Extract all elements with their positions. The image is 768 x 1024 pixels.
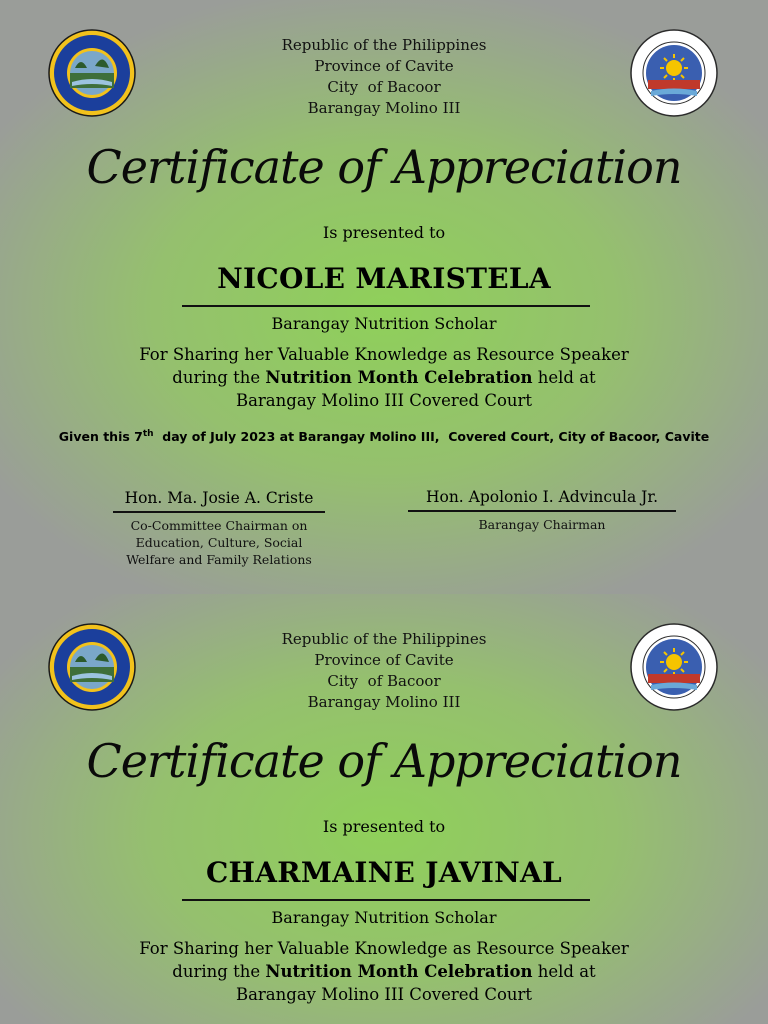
header-line-barangay: Barangay Molino III xyxy=(307,693,461,711)
certificate-title: Certificate of Appreciation xyxy=(86,734,682,788)
certificate-2 xyxy=(0,594,768,1024)
citation-line-3: Barangay Molino III Covered Court xyxy=(235,985,533,1004)
citation-line-2-pre: during the xyxy=(172,368,266,387)
certificate-title: Certificate of Appreciation xyxy=(86,140,682,194)
event-name: Nutrition Month Celebration xyxy=(265,962,533,981)
citation-line-2-pre: during the xyxy=(172,962,266,981)
citation-line-3: Barangay Molino III Covered Court xyxy=(235,391,533,410)
presented-label: Is presented to xyxy=(322,223,446,242)
signatory-1-title-line-1: Co-Committee Chairman on xyxy=(130,518,308,533)
citation-line-2-post: held at xyxy=(532,962,596,981)
citation-text xyxy=(0,343,768,412)
signatory-1-title-line-3: Welfare and Family Relations xyxy=(126,552,312,567)
given-ordinal: th xyxy=(142,429,154,439)
issuer-header xyxy=(0,35,768,119)
signatory-1-title xyxy=(113,517,325,568)
citation-line-2-post: held at xyxy=(532,368,596,387)
header-line-city: City of Bacoor xyxy=(327,672,441,690)
recipient-underline xyxy=(182,305,590,307)
header-line-province: Province of Cavite xyxy=(314,57,454,75)
citation-line-1: For Sharing her Valuable Knowledge as Resource Speaker xyxy=(139,345,629,364)
citation-line-2 xyxy=(0,960,768,983)
header-line-city: City of Bacoor xyxy=(327,78,441,96)
given-post: day of July 2023 at Barangay Molino III, Covered Court, City of Bacoor, Cavite xyxy=(153,429,710,444)
signatory-2-name: Hon. Apolonio I. Advincula Jr. xyxy=(425,488,659,506)
recipient-name: CHARMAINE JAVINAL xyxy=(205,856,563,889)
issuer-header xyxy=(0,629,768,713)
event-name: Nutrition Month Celebration xyxy=(265,368,533,387)
signatory-1-title-line-2: Education, Culture, Social xyxy=(135,535,303,550)
recipient-role: Barangay Nutrition Scholar xyxy=(271,908,497,927)
presented-label: Is presented to xyxy=(322,817,446,836)
citation-line-1: For Sharing her Valuable Knowledge as Resource Speaker xyxy=(139,939,629,958)
header-line-country: Republic of the Philippines xyxy=(281,630,487,648)
signatory-2-title: Barangay Chairman xyxy=(478,517,606,532)
header-line-barangay: Barangay Molino III xyxy=(307,99,461,117)
given-date-line xyxy=(0,429,768,444)
recipient-name: NICOLE MARISTELA xyxy=(217,262,551,295)
signatory-1-line xyxy=(113,511,325,513)
signatory-2-line xyxy=(408,510,676,512)
recipient-role: Barangay Nutrition Scholar xyxy=(271,314,497,333)
recipient-underline xyxy=(182,899,590,901)
header-line-country: Republic of the Philippines xyxy=(281,36,487,54)
given-pre: Given this 7 xyxy=(58,429,143,444)
citation-line-2 xyxy=(0,366,768,389)
citation-text xyxy=(0,937,768,1006)
signatory-2 xyxy=(408,488,676,533)
signatory-1-name: Hon. Ma. Josie A. Criste xyxy=(124,489,314,507)
header-line-province: Province of Cavite xyxy=(314,651,454,669)
signatory-1 xyxy=(113,489,325,568)
